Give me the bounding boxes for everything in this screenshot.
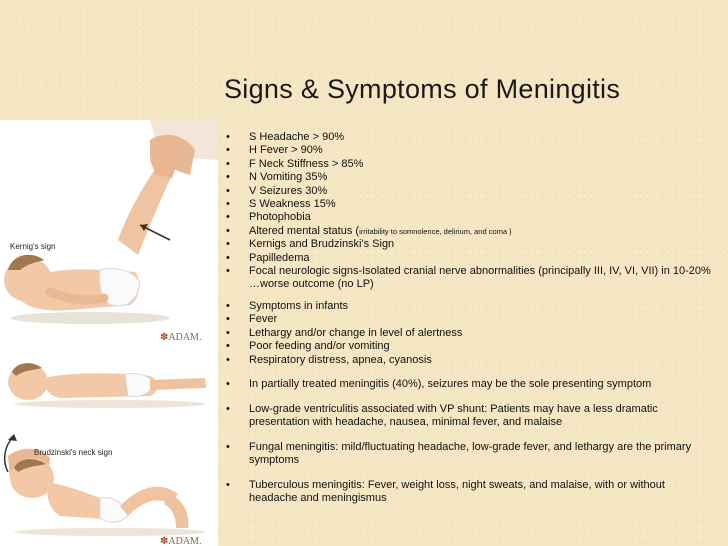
list-item: • V Seizures 30% (226, 184, 328, 197)
bullet-list-tb (226, 479, 716, 506)
bullet-list-partial (226, 378, 716, 391)
list-item: • Fungal meningitis: mild/fluctuating headache, low-grade fever, and lethargy are the primary symptoms (226, 440, 692, 467)
list-item: • Symptoms in infants (226, 299, 349, 312)
list-item: • F Neck Stiffness > 85% (226, 157, 364, 170)
list-item: • Fever (226, 313, 278, 326)
list-item: • H Fever > 90% (226, 144, 323, 157)
adam-mark-icon: ✽ (160, 332, 169, 342)
list-item: • Papilledema (226, 251, 310, 264)
list-item: • N Vomiting 35% (226, 171, 328, 184)
medical-illustration (0, 0, 220, 546)
slide-title: Signs & Symptoms of Meningitis (224, 74, 621, 104)
bullet-list-shunt (226, 403, 716, 430)
adam-mark-icon: ✽ (160, 536, 169, 546)
list-item: • Respiratory distress, apnea, cyanosis (226, 353, 432, 366)
list-item: • Altered mental status (irritability to somnolence, delirium, and coma ) (226, 224, 512, 237)
list-item: • Poor feeding and/or vomiting (226, 340, 390, 353)
brudzinski-caption: Brudzinski's neck sign (34, 448, 113, 457)
adam-logo-2: ✽ADAM. (160, 536, 202, 546)
kernig-sign-illustration (0, 120, 218, 342)
list-item: • S Headache > 90% (226, 131, 345, 143)
bullet-list-signs (226, 131, 716, 292)
bullet-list-fungal (226, 441, 716, 468)
infant-supine-illustration (0, 342, 218, 416)
list-item: • Lethargy and/or change in level of alertness (226, 326, 463, 339)
slide-content (226, 131, 716, 506)
list-item: • S Weakness 15% (226, 198, 336, 211)
list-item: • Photophobia (226, 211, 311, 224)
list-item: • Kernigs and Brudzinski's Sign (226, 238, 395, 251)
list-item: • Tuberculous meningitis: Fever, weight loss, night sweats, and malaise, with or without headache and meningismus (226, 478, 665, 505)
brudzinski-sign-illustration (0, 416, 218, 546)
bullet-list-infants (226, 300, 716, 367)
list-item: • In partially treated meningitis (40%), seizures may be the sole presenting symptom (226, 378, 652, 391)
adam-logo: ✽ADAM. (160, 332, 202, 342)
list-item: • Low-grade ventriculitis associated with VP shunt: Patients may have a less dramatic presentation with headache, nausea, minimal fever, and malaise (226, 402, 658, 429)
list-item: • Focal neurologic signs-Isolated cranial nerve abnormalities (principally III, IV, VI, VII) in 10-20% …worse outcome (no LP) (226, 265, 711, 291)
kernig-caption: Kernig's sign (10, 242, 56, 251)
